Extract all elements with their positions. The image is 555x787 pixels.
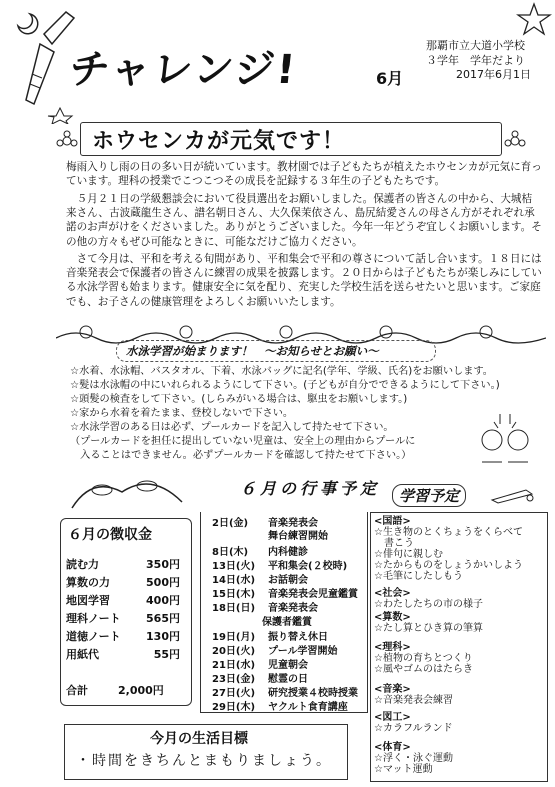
list-item: ☆髪は水泳帽の中にいれられるようにして下さい。(子どもが自分でできるようにして下さい。) bbox=[70, 380, 500, 391]
schedule-row: 14日(水) お話朝会 bbox=[212, 575, 308, 586]
study-block: <理科> ☆植物の育ちとつくり ☆風やゴムのはたらき bbox=[374, 642, 473, 675]
fee-row: 道徳ノート 130円 bbox=[66, 630, 180, 643]
swim-notice-list bbox=[70, 365, 500, 463]
goal-title: 今月の生活目標 bbox=[150, 731, 248, 747]
list-item: 入ることはできません。必ずプールカードを確認して持たせて下さい。） bbox=[70, 450, 412, 461]
schedule-row: 保護者鑑賞 bbox=[262, 617, 312, 628]
plant-illustration bbox=[62, 472, 192, 512]
study-block: <体育> ☆浮く・泳ぐ運動 ☆マット運動 bbox=[374, 742, 453, 775]
study-block: <図工> ☆カラフルランド bbox=[374, 712, 453, 734]
study-block: <国語> ☆生き物のとくちょうをくらべて 書こう ☆俳句に親しむ ☆たからものをしょうかいしよう ☆毛筆にしたしもう bbox=[374, 516, 523, 582]
list-item: ☆水泳学習のある日は必ず、プールカードを記入して持たせて下さい。 bbox=[70, 422, 394, 433]
newsletter-title: チャレンジ! bbox=[67, 47, 300, 93]
fees-title: ６月の徴収金 bbox=[68, 527, 152, 543]
schedule-row: 18日(日) 音楽発表会 bbox=[212, 603, 318, 614]
study-block: <社会> ☆わたしたちの市の様子 bbox=[374, 588, 483, 610]
newsletter-month: 6月 bbox=[376, 69, 404, 88]
schedule-row: 23日(金) 慰霊の日 bbox=[212, 674, 308, 685]
study-block: <算数> ☆たし算とひき算の筆算 bbox=[374, 612, 483, 634]
list-item: ☆頭髪の検査をして下さい。(しらみがいる場合は、駆虫をお願いします。) bbox=[70, 394, 408, 405]
goal-text: ・時間をきちんとまもりましょう。 bbox=[76, 753, 332, 769]
fee-row: 算数の力 500円 bbox=[66, 576, 180, 589]
fee-row: 地図学習 400円 bbox=[66, 594, 180, 607]
paragraph: さて今月は、平和を考える旬間があり、平和集会で平和の尊さについて話し合います。１８日には音楽発表会で保護者の皆さんに練習の成果を披露します。２０日からは子どもたちが楽しみにしている水泳学習も始まります。健康安全に気を配り、充実した学校生活を送らせたいと思います。ご家庭でも、お子さんの健康管理をよろしくお願いいたします。 bbox=[66, 253, 542, 308]
schedule-row: 27日(火) 研究授業４校時授業 bbox=[212, 688, 358, 699]
flower-icon bbox=[56, 130, 78, 152]
fee-total: 合計 2,000円 bbox=[66, 684, 164, 697]
schedule-row: 2日(金) 音楽発表会 bbox=[212, 518, 318, 529]
schedule-row: 15日(木) 音楽発表会児童鑑賞 bbox=[212, 589, 358, 600]
shower-kids-illustration bbox=[470, 410, 540, 474]
star-illustration bbox=[516, 2, 552, 38]
schedule-row: 19日(月) 振り替え休日 bbox=[212, 632, 328, 643]
schedule-row: 29日(木) ヤクルト食育講座 bbox=[212, 702, 348, 713]
grade-label: ３学年 学年だより bbox=[426, 54, 525, 67]
paragraph: 梅雨入りし雨の日の多い日が続いています。教材園では子どもたちが植えたホウセンカが元気に育っています。理科の授業でこつこつその成長を記録する３年生の子どもたちです。 bbox=[66, 161, 542, 188]
schedule-row: 13日(火) 平和集会(２校時) bbox=[212, 561, 348, 572]
paragraph: ５月２１日の学級懇談会において役員選出をお願いしました。保護者の皆さんの中から、大城桔来さん、古波蔵龍生さん、譜名朝日さん、大久保茉依さん、島尻結愛さんの母さん方がそれぞれ承諾のお声がけをくださいました。ありがとうございました。今年一年どうぞ宜しくお願いします。その他の方々もぜひ可能なときに、可能なだけご協力ください。 bbox=[66, 193, 542, 248]
flower-icon bbox=[504, 130, 526, 152]
list-item: （プールカードを担任に提出していない児童は、安全上の理由からプールに bbox=[70, 436, 416, 447]
list-item: ☆家から水着を着たまま、登校しないで下さい。 bbox=[70, 408, 294, 419]
schedule-row: 8日(木) 内科健診 bbox=[212, 547, 308, 558]
headline: ホウセンカが元気です！ bbox=[92, 129, 346, 154]
fee-row: 理科ノート 565円 bbox=[66, 612, 180, 625]
study-plan-title: 学習予定 bbox=[392, 484, 466, 507]
issue-date: 2017年6月1日 bbox=[456, 68, 531, 81]
school-name: 那覇市立大道小学校 bbox=[426, 39, 525, 52]
schedule-row: 20日(火) プール学習開始 bbox=[212, 646, 338, 657]
schedule-row: 21日(水) 児童朝会 bbox=[212, 660, 308, 671]
fee-row: 用紙代 55円 bbox=[66, 648, 180, 661]
schedule-row: 舞台練習開始 bbox=[268, 531, 328, 542]
swim-section-title: 水泳学習が始まります！ ～お知らせとお願い～ bbox=[126, 344, 379, 358]
study-block: <音楽> ☆音楽発表会練習 bbox=[374, 684, 453, 706]
list-item: ☆水着、水泳帽、バスタオル、下着、水泳バッグに記名(学年、学級、氏名)をお願いします。 bbox=[70, 366, 493, 377]
pencil-icon bbox=[490, 486, 536, 504]
fee-row: 読む力 350円 bbox=[66, 558, 180, 571]
schedule-title: ６月の行事予定 bbox=[240, 479, 381, 498]
